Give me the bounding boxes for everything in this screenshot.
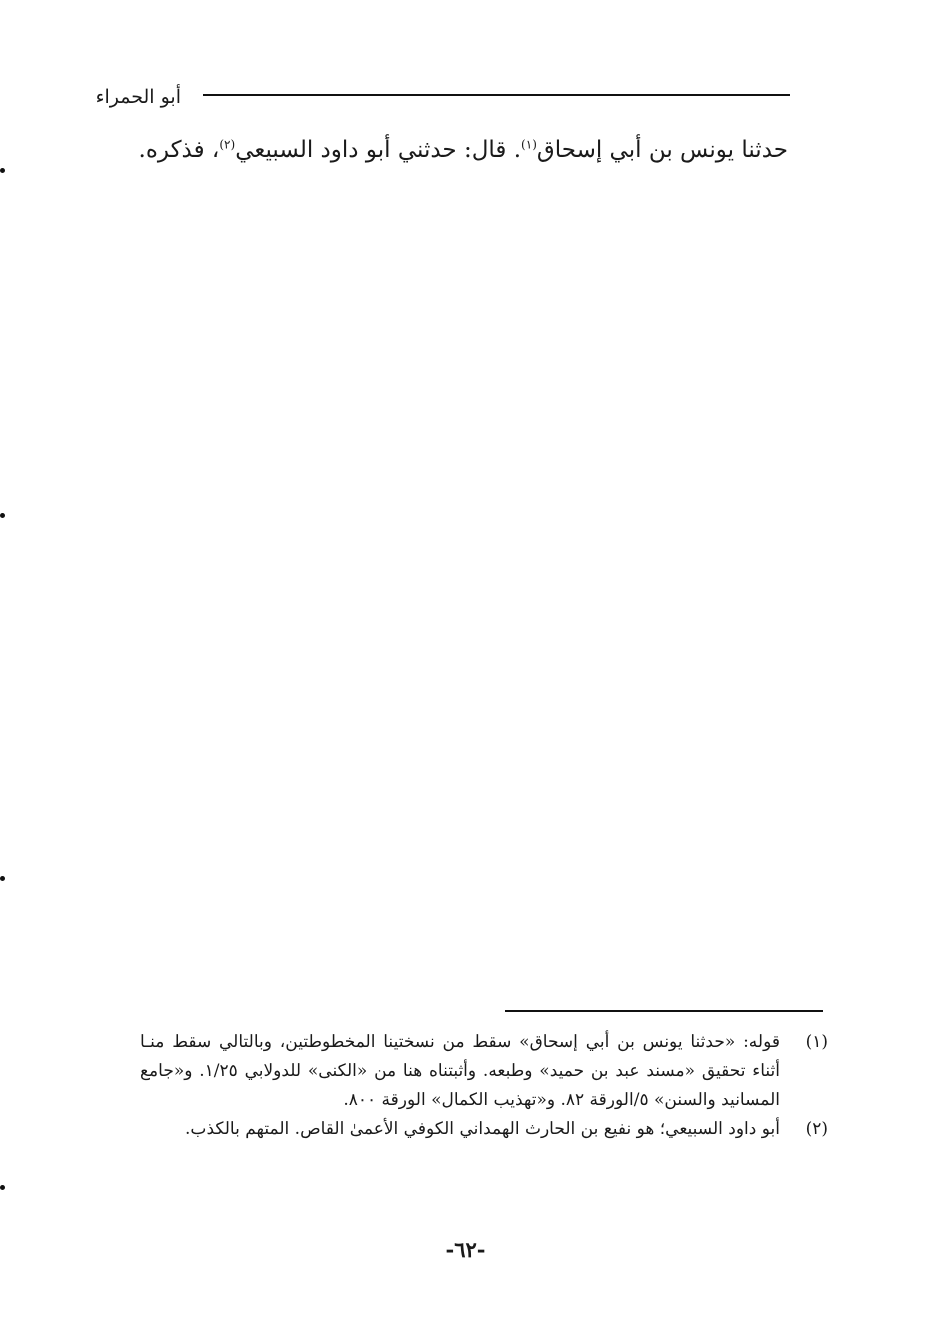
scan-mark: [0, 1185, 5, 1190]
footnote-2: [140, 1115, 828, 1144]
main-text: [100, 130, 788, 170]
footnote-1-number: (١): [805, 1032, 828, 1052]
page-number: -٦٢-: [445, 1237, 486, 1262]
footnotes: [140, 1028, 828, 1144]
main-text-part-1: حدثنا يونس بن أبي إسحاق: [536, 137, 788, 163]
footnote-ref-1: (١): [521, 137, 537, 152]
footnote-1-text: قوله: «حدثنا يونس بن أبي إسحاق» سقط من نسختينا المخطوطتين، وبالتالي سقط منـا أثناء تحقيق «مسند عبد بن حميد» وطبعه. وأثبتناه هنا من «الكنى» للدولابي ١/٢٥. و«جامع المسانيد والسنن» ٥/الورقة ٨٢. و«تهذيب الكمال» الورقة ٨٠٠.: [140, 1032, 780, 1110]
footnote-ref-2: (٢): [219, 137, 236, 152]
scan-mark: [0, 168, 5, 173]
scan-mark: [0, 513, 5, 518]
scan-mark: [0, 876, 5, 881]
main-text-part-3: ، فذكره.: [138, 137, 220, 163]
header-rule: [203, 94, 790, 96]
running-title: أبو الحمراء: [95, 86, 181, 108]
main-text-part-2: . قال: حدثني أبو داود السبيعي: [235, 137, 522, 163]
footnote-2-number: (٢): [805, 1119, 828, 1139]
footnote-rule: [505, 1010, 823, 1012]
footnote-2-text: أبو داود السبيعي؛ هو نفيع بن الحارث الهمداني الكوفي الأعمىٰ القاص. المتهم بالكذب.: [185, 1119, 780, 1139]
footnote-1: [140, 1028, 828, 1115]
